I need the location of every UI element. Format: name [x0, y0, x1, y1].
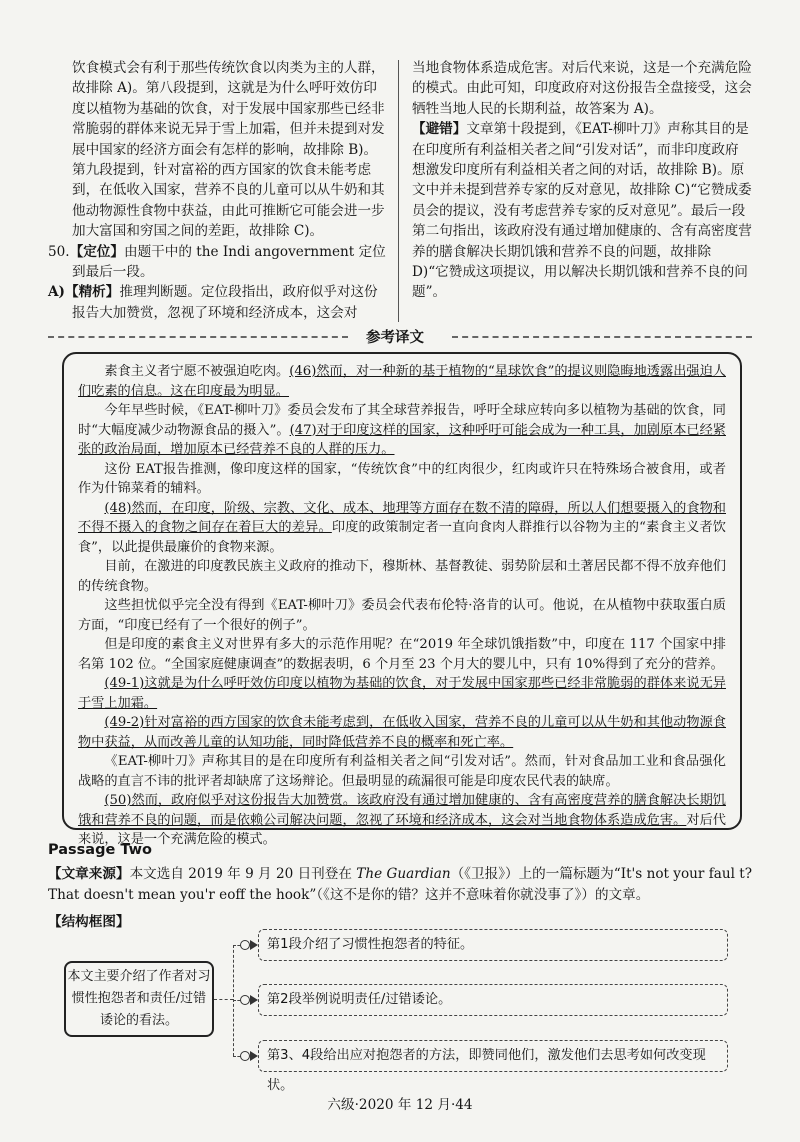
summary-box: 本文主要介绍了作者对习惯性抱怨者和责任/过错诿论的看法。	[64, 961, 214, 1037]
underlined-sentence: (46)然而，对一种新的基于植物的“星球饮食”的提议则隐晦地透露出强迫人们吃素的信息。这在印度最为明显。	[78, 364, 726, 399]
q50-answer	[48, 282, 386, 323]
translation-paragraph	[78, 635, 726, 674]
translation-paragraph	[78, 713, 726, 752]
sentence: 目前，在激进的印度教民族主义政府的推动下，穆斯林、基督教徒、弱势阶层和土著居民都不得不放弃他们的传统食物。	[78, 559, 726, 594]
answer-option: A)	[48, 284, 65, 301]
divider-right	[452, 336, 752, 338]
sentence: 这份 EAT报告推测，像印度这样的国家，“传统饮食”中的红肉很少，红肉或许只在特殊场合被食用，或者作为什锦菜肴的辅料。	[78, 461, 726, 496]
sentence: 今年早些时候，《EAT-柳叶刀》委员会发布了其全球营养报告，呼吁全球应转向多以植物为基础的饮食，同时“大幅度减少动物源食品的摄入”。	[78, 403, 726, 438]
underlined-sentence: (49-1)这就是为什么呼吁效仿印度以植物为基础的饮食，对于发展中国家那些已经非常脆弱的群体来说无异于雪上加霜。	[78, 676, 726, 711]
source-publication: The Guardian	[356, 866, 451, 882]
sentence: 但是印度的素食主义对世界有多大的示范作用呢？在“2019 年全球饥饿指数”中，印度在 117 个国家中排名第 102 位。“全国家庭健康调查”的数据表明，6 个月至 23 个月大的婴儿中，只有 10%得到了充分的营养。	[78, 637, 726, 672]
passage-title: Passage Two	[48, 842, 152, 858]
source-pre: 本文选自 2019 年 9 月 20 日刊登在	[129, 866, 357, 882]
left-column	[48, 58, 386, 323]
arrow-3	[250, 1051, 258, 1061]
error-text: 文章第十段提到，《EAT-柳叶刀》声称其目的是在印度所有利益相关者之间“引发对话”，而非印度政府想激发印度所有利益相关者之间的对话，故排除 B)。原文中并未提到营养专家的反对意见，故排除 C)“它赞成委员会的提议，没有考虑营养专家的反对意见”。最后一段第二句指出，该政府没有通过增加健康的、含有高密度营养的膳食解决长期饥饿和营养不良的问题，故排除 D)“它赞成这项提议，用以解决长期饥饿和营养不良的问题”。	[412, 121, 752, 301]
sentence: 印度的政策制定者一直向食肉人群推行以谷物为主的“素食主义者饮食”，以此提供最廉价的食物来源。	[78, 520, 726, 555]
sentence: 素食主义者宁愿不被强迫吃肉。	[104, 364, 290, 379]
arrow-2	[250, 995, 258, 1005]
connector-knob-1	[240, 940, 250, 950]
left-paragraph: 饮食模式会有利于那些传统饮食以肉类为主的人群，故排除 A)。第八段提到，这就是为什么呼吁效仿印度以植物为基础的饮食，对于发展中国家那些已经非常脆弱的群体来说无异于雪上加霜，但并未提到对发展中国家的经济方面会有怎样的影响，故排除 B)。第九段提到，针对富裕的西方国家的饮食未能考虑到，在低收入国家，营养不良的儿童可以从牛奶和其他动物源性食物中获益，由此可推断它可能会进一步加大富国和穷国之间的差距，故排除 C)。	[72, 60, 385, 240]
underlined-sentence: (48)然而，在印度，阶级、宗教、文化、成本、地理等方面存在数不清的障碍，所以人们想要摄入的食物和不得不摄入的食物之间存在着巨大的差异。	[78, 500, 726, 535]
source-post: 上的一篇标题为“It's not your faul t?That doesn't mean you'r eoff the hook”（《这不是你的错？这并不意味着你就没事了》）的文章。	[48, 866, 753, 903]
arrow-1	[250, 940, 258, 950]
column-divider	[398, 60, 399, 322]
underlined-sentence: (49-2)针对富裕的西方国家的饮食未能考虑到，在低收入国家，营养不良的儿童可以从牛奶和其他动物源食物中获益，从而改善儿童的认知功能，同时降低营养不良的概率和死亡率。	[78, 715, 726, 750]
translation-paragraph	[78, 401, 726, 460]
structure-node-2: 第2段举例说明责任/过错诿论。	[258, 984, 728, 1016]
error-label: 【避错】	[412, 121, 467, 138]
question-number: 50.	[48, 243, 70, 260]
translation-paragraph	[78, 752, 726, 791]
connector-summary	[214, 999, 233, 1000]
translation-paragraph	[78, 596, 726, 635]
structure-node-1: 第1段介绍了习惯性抱怨者的特征。	[258, 929, 728, 961]
locate-label: 【定位】	[69, 243, 124, 260]
translation-paragraph	[78, 499, 726, 558]
error-avoid	[412, 119, 752, 303]
q50-locate	[48, 242, 386, 283]
right-paragraph: 当地食物体系造成危害。对后代来说，这是一个充满危险的模式。由此可知，印度政府对这份报告全盘接受，这会牺牲当地人民的长期利益，故答案为 A)。	[412, 60, 752, 117]
locate-text: 由题干中的 the Indi angovernment 定位到最后一段。	[72, 243, 386, 281]
sentence: 这些担忧似乎完全没有得到《EAT-柳叶刀》委员会代表布伦特·洛肯的认可。他说，在从植物中获取蛋白质方面，“印度已经有了一个很好的例子”。	[78, 598, 726, 633]
article-source	[48, 864, 768, 906]
source-publication-cn: （《卫报》）	[450, 866, 519, 882]
right-column	[412, 58, 752, 303]
analysis-text: 推理判断题。定位段指出，政府似乎对这份报告大加赞赏，忽视了环境和经济成本，这会对	[72, 284, 378, 321]
source-label: 【文章来源】	[48, 866, 130, 882]
divider-left	[48, 336, 348, 338]
underlined-sentence: (47)对于印度这样的国家，这种呼吁可能会成为一种工具，加剧原本已经紧张的政治局面，增加原本已经营养不良的人群的压力。	[78, 422, 726, 457]
translation-paragraph	[78, 674, 726, 713]
translation-paragraph	[78, 460, 726, 499]
framework-label: 【结构框图】	[48, 914, 130, 930]
reference-title: 参考译文	[358, 326, 432, 347]
translation-paragraph	[78, 362, 726, 401]
translation-paragraph	[78, 791, 726, 850]
translation-paragraph	[78, 557, 726, 596]
analysis-label: 【精析】	[64, 284, 120, 301]
sentence: 对后代来说，这是一个充满危险的模式。	[78, 812, 726, 847]
connector-knob-2	[240, 995, 250, 1005]
underlined-sentence: (50)然而，政府似乎对这份报告大加赞赏。该政府没有通过增加健康的、含有高密度营养的膳食解决长期饥饿和营养不良的问题，而是依赖公司解决问题，忽视了环境和经济成本，这会对当地食物体系造成危害。	[78, 793, 726, 828]
page-footer: 六级·2020 年 12 月·44	[327, 1097, 473, 1113]
sentence: 《EAT-柳叶刀》声称其目的是在印度所有利益相关者之间“引发对话”。然而，针对食品加工业和食品强化战略的直言不讳的批评者却缺席了这场辩论。但最明显的疏漏很可能是印度农民代表的缺席。	[78, 754, 726, 789]
connector-knob-3	[240, 1051, 250, 1061]
structure-node-3: 第3、4段给出应对抱怨者的方法，即赞同他们，激发他们去思考如何改变现状。	[258, 1040, 728, 1072]
translation-box	[62, 352, 742, 847]
